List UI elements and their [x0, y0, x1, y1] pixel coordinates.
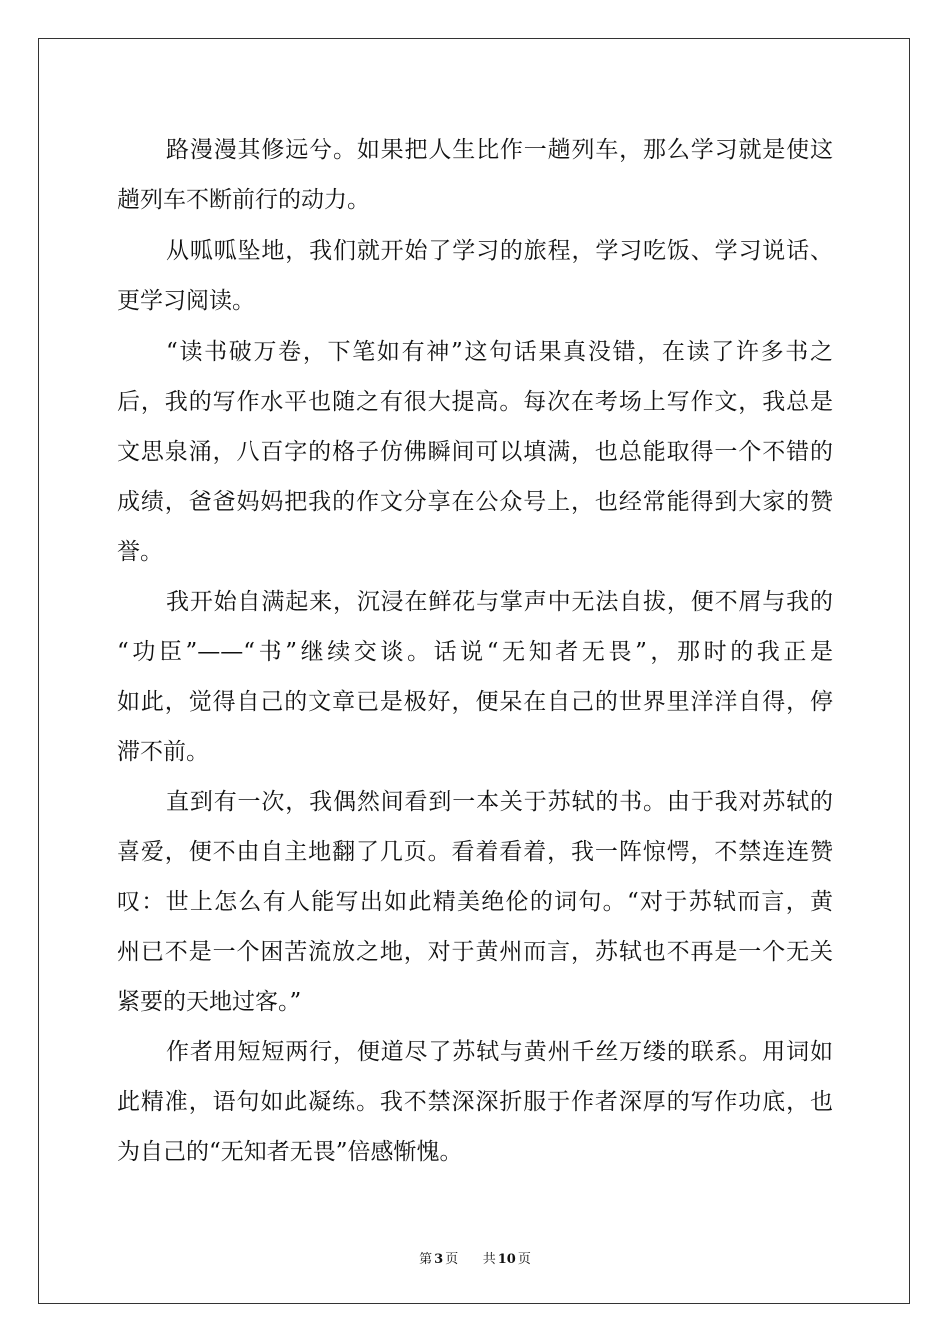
paragraph-3-line-2: 后，我的写作水平也随之有很大提高。每次在考场上写作文，我总是 [117, 389, 833, 415]
total-pages: 10 [497, 1252, 516, 1267]
paragraph-4-line-4: 滞不前。 [117, 739, 209, 765]
total-pages-indicator [481, 1252, 533, 1267]
paragraph-1-line-1: 路漫漫其修远兮。如果把人生比作一趟列车，那么学习就是使这 [166, 137, 833, 163]
paragraph-6-line-2: 此精准，语句如此凝练。我不禁深深折服于作者深厚的写作功底，也 [117, 1089, 833, 1115]
paragraph-4-line-3: 如此，觉得自己的文章已是极好，便呆在自己的世界里洋洋自得，停 [117, 689, 833, 715]
paragraph-5-line-4: 州已不是一个困苦流放之地，对于黄州而言，苏轼也不再是一个无关 [117, 939, 833, 965]
paragraph-5-line-2: 喜爱，便不由自主地翻了几页。看着看着，我一阵惊愕，不禁连连赞 [117, 839, 833, 865]
paragraph-2-line-2: 更学习阅读。 [117, 288, 255, 314]
paragraph-3-line-1: “读书破万卷，下笔如有神”这句话果真没错，在读了许多书之 [166, 339, 833, 365]
total-suffix: 页 [517, 1252, 531, 1267]
paragraph-2-line-1: 从呱呱坠地，我们就开始了学习的旅程，学习吃饭、学习说话、 [166, 238, 833, 264]
page-footer [0, 1248, 950, 1267]
paragraph-3-line-4: 成绩，爸爸妈妈把我的作文分享在公众号上，也经常能得到大家的赞 [117, 489, 833, 515]
paragraph-3-line-3: 文思泉涌，八百字的格子仿佛瞬间可以填满，也总能取得一个不错的 [117, 439, 833, 465]
paragraph-5-line-5: 紧要的天地过客。” [117, 989, 302, 1015]
paragraph-6-line-3: 为自己的“无知者无畏”倍感惭愧。 [117, 1139, 463, 1165]
paragraph-6-line-1: 作者用短短两行，便道尽了苏轼与黄州千丝万缕的联系。用词如 [166, 1039, 833, 1065]
page-label: 第 [419, 1252, 433, 1267]
paragraph-5-line-1: 直到有一次，我偶然间看到一本关于苏轼的书。由于我对苏轼的 [166, 789, 833, 815]
page-suffix: 页 [445, 1252, 459, 1267]
paragraph-5-line-3: 叹：世上怎么有人能写出如此精美绝伦的词句。“对于苏轼而言，黄 [117, 889, 833, 915]
paragraph-4-line-2: “功臣”——“书”继续交谈。话说“无知者无畏”，那时的我正是 [117, 639, 833, 665]
paragraph-4-line-1: 我开始自满起来，沉浸在鲜花与掌声中无法自拔，便不屑与我的 [166, 589, 833, 615]
paragraph-1-line-2: 趟列车不断前行的动力。 [117, 187, 370, 213]
total-label: 共 [482, 1252, 496, 1267]
page-indicator [417, 1252, 460, 1267]
paragraph-3-line-5: 誉。 [117, 539, 163, 565]
page-number: 3 [434, 1252, 444, 1267]
